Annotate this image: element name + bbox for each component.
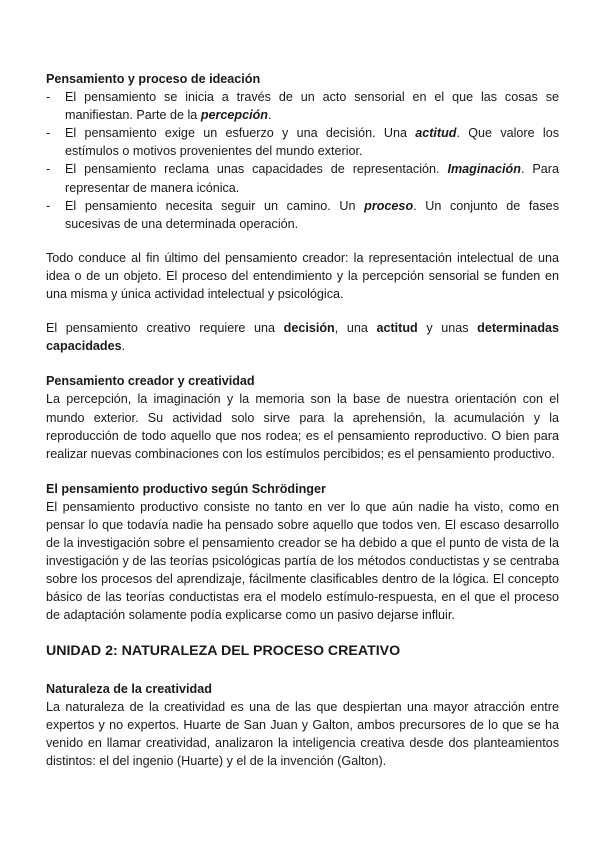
document-page <box>46 70 559 770</box>
list-item: - El pensamiento necesita seguir un camino. Un proceso. Un conjunto de fases sucesivas de una determinada operación. <box>46 197 559 233</box>
term-actitud-bold: actitud <box>376 321 418 336</box>
term-imaginacion: Imaginación <box>447 162 521 177</box>
section-heading-creatividad: Pensamiento creador y creatividad <box>46 374 255 389</box>
list-item: - El pensamiento se inicia a través de un acto sensorial en el que las cosas se manifiestan. Parte de la percepción. <box>46 88 559 124</box>
paragraph-pensamiento-creador: Todo conduce al fin último del pensamiento creador: la representación intelectual de una idea o de un objeto. El proceso del entendimiento y la percepción sensorial se funden en una misma y única actividad intelectual y psicológica. <box>46 250 559 302</box>
paragraph-creatividad: La percepción, la imaginación y la memoria son la base de nuestra orientación con el mundo exterior. Su actividad solo sirve para la aprehensión, la acumulación y la reproducción de todo aquello que nos rodea; es el pensamiento reproductivo. O bien para realizar nuevas combinaciones con los estímulos percibidos; es el pensamiento productivo. <box>46 392 559 461</box>
paragraph-schrodinger: El pensamiento productivo consiste no tanto en ver lo que aún nadie ha visto, como en pensar lo que todavía nadie ha pensado sobre aquello que todos ven. El escaso desarrollo de la investigación sobre el pensamiento creador se ha debido a que el punto de vista de la investigación y de las teorías psicológicas partía de los métodos conductistas y se centraba sobre los procesos del aprendizaje, fácilmente clasificables dentro de la lógica. El concepto básico de las teorías conductistas era el modelo estímulo-respuesta, en el que el proceso de adaptación solamente podía explicarse como un pasivo dejarse influir. <box>46 499 559 623</box>
term-actitud: actitud <box>415 126 457 141</box>
section-heading-schrodinger: El pensamiento productivo según Schrödinger <box>46 481 326 496</box>
section-heading-ideacion: Pensamiento y proceso de ideación <box>46 72 261 86</box>
list-item: - El pensamiento exige un esfuerzo y una decisión. Una actitud. Que valore los estímulos o motivos provenientes del mundo exterior. <box>46 124 559 160</box>
paragraph-pensamiento-creativo: El pensamiento creativo requiere una decisión, una actitud y unas determinadas capacidades. <box>46 321 560 354</box>
list-item: - El pensamiento reclama unas capacidades de representación. Imaginación. Para representar de manera icónica. <box>46 160 559 196</box>
term-capacidades: determinadas capacidades <box>46 321 560 354</box>
term-proceso: proceso <box>364 198 414 213</box>
term-percepcion: percepción <box>200 108 268 123</box>
term-decision: decisión <box>283 321 335 336</box>
unit-title: UNIDAD 2: NATURALEZA DEL PROCESO CREATIVO <box>46 642 401 659</box>
ideacion-list <box>46 88 559 233</box>
paragraph-naturaleza: La naturaleza de la creatividad es una de las que despiertan una mayor atracción entre expertos y no expertos. Huarte de San Juan y Galton, ambos precursores de lo que se ha venido en llamar creatividad, analizaron la inteligencia creativa desde dos planteamientos distintos: el del ingenio (Huarte) y el de la invención (Galton). <box>46 699 559 768</box>
section-heading-naturaleza: Naturaleza de la creatividad <box>46 681 212 696</box>
